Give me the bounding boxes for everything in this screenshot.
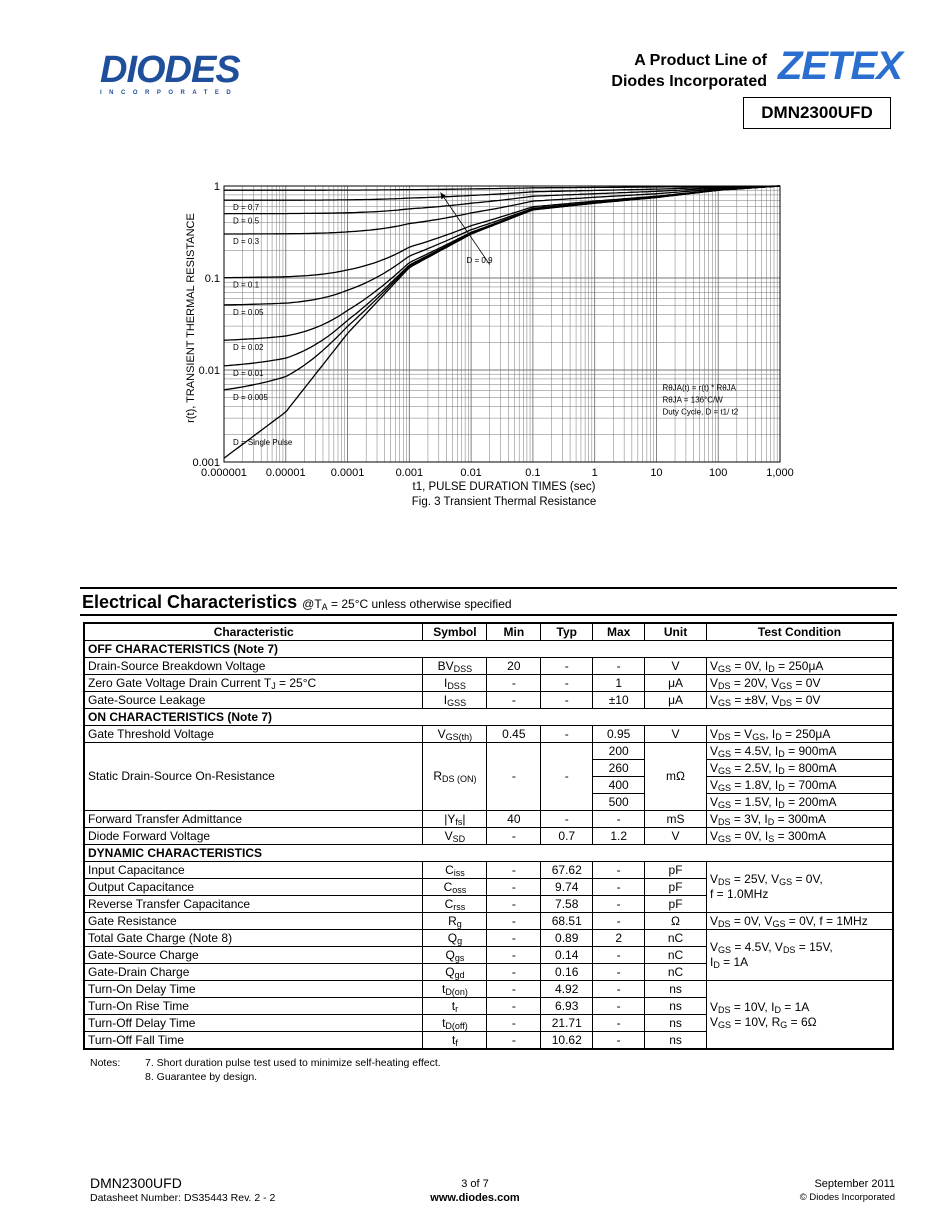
table-row: Gate-Source Charge $Q_{gs}$ - 0.14 - nC [84,947,893,964]
table-row: Turn-Off Delay Time $t_{D(off)}$ - 21.71 - ns [84,1015,893,1032]
diodes-logo [100,49,270,100]
table-header-row [84,623,893,641]
x-tick-label: 100 [709,467,728,479]
footer-url: www.diodes.com [430,1192,520,1204]
chart-title: Fig. 3 Transient Thermal Resistance [411,496,597,508]
x-tick-label: 1,000 [766,467,794,479]
logo-subtitle: INCORPORATED [100,90,239,96]
x-axis-label: t1, PULSE DURATION TIMES (sec) [412,481,596,493]
table-row: 500 $V_{GS} = 1.5V$, $I_D = 200mA$ [84,794,893,811]
x-tick-label: 0.01 [460,467,482,479]
series-label: D = 0.5 [233,216,260,226]
series-label: D = 0.1 [233,280,260,290]
x-tick-label: 0.1 [525,467,541,479]
footer-datasheet: Datasheet Number: DS35443 Rev. 2 - 2 [90,1192,276,1204]
table-row: Output Capacitance $C_{oss}$ - 9.74 - pF [84,879,893,896]
zetex-logo: ZETEX [778,44,902,88]
footer-right [800,1178,895,1204]
series-label: D = 0.005 [233,392,268,402]
section-rule-bottom [80,614,897,616]
x-tick-label: 0.000001 [201,467,247,479]
notes [90,1056,441,1084]
section-on: ON CHARACTERISTICS (Note 7) [84,709,893,726]
col-min: Min [487,623,541,641]
y-tick-label: 1 [213,181,220,193]
table-row: Reverse Transfer Capacitance $C_{rss}$ - 7.58 - pF [84,896,893,913]
chart-grid [224,186,780,462]
series-label: D = 0.05 [233,307,264,317]
series-label: D = 0.3 [233,237,260,247]
x-tick-label: 0.0001 [330,467,365,479]
series-label: D = 0.7 [233,203,260,213]
x-tick-label: 1 [591,467,598,479]
series-label: D = 0.01 [233,368,264,378]
table-row: Turn-On Rise Time $t_r$ - 6.93 - ns [84,998,893,1015]
table-row: Gate-Source Leakage $I_{GSS}$ - - ±10 μA $V_{GS} = \pm 8V$, $V_{DS} = 0V$ [84,692,893,709]
y-tick-label: 0.1 [204,273,220,285]
x-tick-label: 0.001 [395,467,424,479]
annotation-line: RθJA(t) = r(t) * RθJA [662,383,737,393]
y-axis-label: r(t), TRANSIENT THERMAL RESISTANCE [185,213,197,423]
plot-frame [224,186,780,462]
table-row: Turn-On Delay Time $t_{D(on)}$ - 4.92 - ns $V_{DS} = 10V$, $I_D = 1A$ $V_{GS} = 10V$, $R_G = 6\Omega$ [84,981,893,998]
footer-left [90,1176,275,1206]
footer-copyright: © Diodes Incorporated [799,1192,895,1203]
y-tick-label: 0.001 [192,457,220,469]
table-row: Drain-Source Breakdown Voltage $BV_{DSS}$ 20 - - V $V_{GS} = 0V$, $I_D = 250\mu A$ [84,658,893,675]
note-7: 7. Short duration pulse test used to minimize self-heating effect. [145,1057,441,1069]
table-row: Gate-Drain Charge $Q_{gd}$ - 0.16 - nC [84,964,893,981]
section-off: OFF CHARACTERISTICS (Note 7) [84,641,893,658]
product-line-1: A Product Line of [634,52,767,69]
note-8: 8. Guarantee by design. [145,1071,258,1083]
col-characteristic: Characteristic [84,623,423,641]
col-test-condition: Test Condition [706,623,893,641]
footer-page: 3 of 7 [461,1178,489,1190]
x-tick-label: 10 [650,467,663,479]
y-tick-label: 0.01 [198,365,220,377]
table-row: Forward Transfer Admittance $|Y_{fs}|$ 40 - - mS $V_{DS} = 3V$, $I_D = 300mA$ [84,811,893,828]
table-row: Zero Gate Voltage Drain Current $T_J = 25^\circ C$ $I_{DSS}$ - - 1 μA $V_{DS} = 20V$, $V_{GS} = 0V$ [84,675,893,692]
transient-thermal-chart [0,170,950,520]
product-line [611,50,767,92]
table-row: Diode Forward Voltage $V_{SD}$ - 0.7 1.2 V $V_{GS} = 0V$, $I_S = 300mA$ [84,828,893,845]
curve-d-0-02 [224,186,780,340]
table-row: Input Capacitance $C_{iss}$ - 67.62 - pF $V_{DS} = 25V$, $V_{GS} = 0V$, f = 1.0MHz [84,862,893,879]
table-row: 400 $V_{GS} = 1.8V$, $I_D = 700mA$ [84,777,893,794]
col-typ: Typ [541,623,593,641]
arrow-label: D = 0.9 [466,256,493,266]
table-row: 260 $V_{GS} = 2.5V$, $I_D = 800mA$ [84,760,893,777]
col-max: Max [593,623,645,641]
chart-curves [224,186,780,458]
footer-center [420,1177,530,1205]
part-number-box: DMN2300UFD [743,97,891,129]
footer-part: DMN2300UFD [90,1175,182,1191]
notes-label: Notes: [90,1057,121,1069]
table-row: Gate Threshold Voltage $V_{GS(th)}$ 0.45 - 0.95 V $V_{DS} = V_{GS}$, $I_D = 250\mu A$ [84,726,893,743]
curve-d-single-pulse [224,186,780,458]
section-rule-top [80,587,897,589]
table-row: Static Drain-Source On-Resistance $R_{DS (ON)}$ - - 200 mΩ $V_{GS} = 4.5V$, $I_D = 900mA$ [84,743,893,760]
series-label: D = 0.02 [233,343,264,353]
electrical-characteristics-table [83,622,894,1050]
ec-title: Electrical Characteristics [82,592,298,612]
table-row: Total Gate Charge (Note 8) $Q_g$ - 0.89 2 nC $V_{GS} = 4.5V$, $V_{DS} = 15V$, $I_D = 1A$ [84,930,893,947]
series-label: D = Single Pulse [233,437,293,447]
footer-date: September 2011 [814,1178,895,1190]
product-line-2: Diodes Incorporated [611,73,767,90]
logo-wordmark: DIODES [100,49,240,91]
table-row: Gate Resistance $R_g$ - 68.51 - Ω $V_{DS} = 0V$, $V_{GS} = 0V$, f = 1MHz [84,913,893,930]
col-symbol: Symbol [423,623,487,641]
annotation-line: Duty Cycle, D = t1/ t2 [662,407,739,417]
ec-condition: $@T_A = 25^\circ C$ unless otherwise specified [302,597,512,612]
table-row: Turn-Off Fall Time $t_f$ - 10.62 - ns [84,1032,893,1050]
annotation-line: RθJA = 136°C/W [662,395,723,405]
col-unit: Unit [645,623,707,641]
x-tick-label: 0.00001 [265,467,306,479]
section-title [82,592,512,613]
section-dynamic: DYNAMIC CHARACTERISTICS [84,845,893,862]
